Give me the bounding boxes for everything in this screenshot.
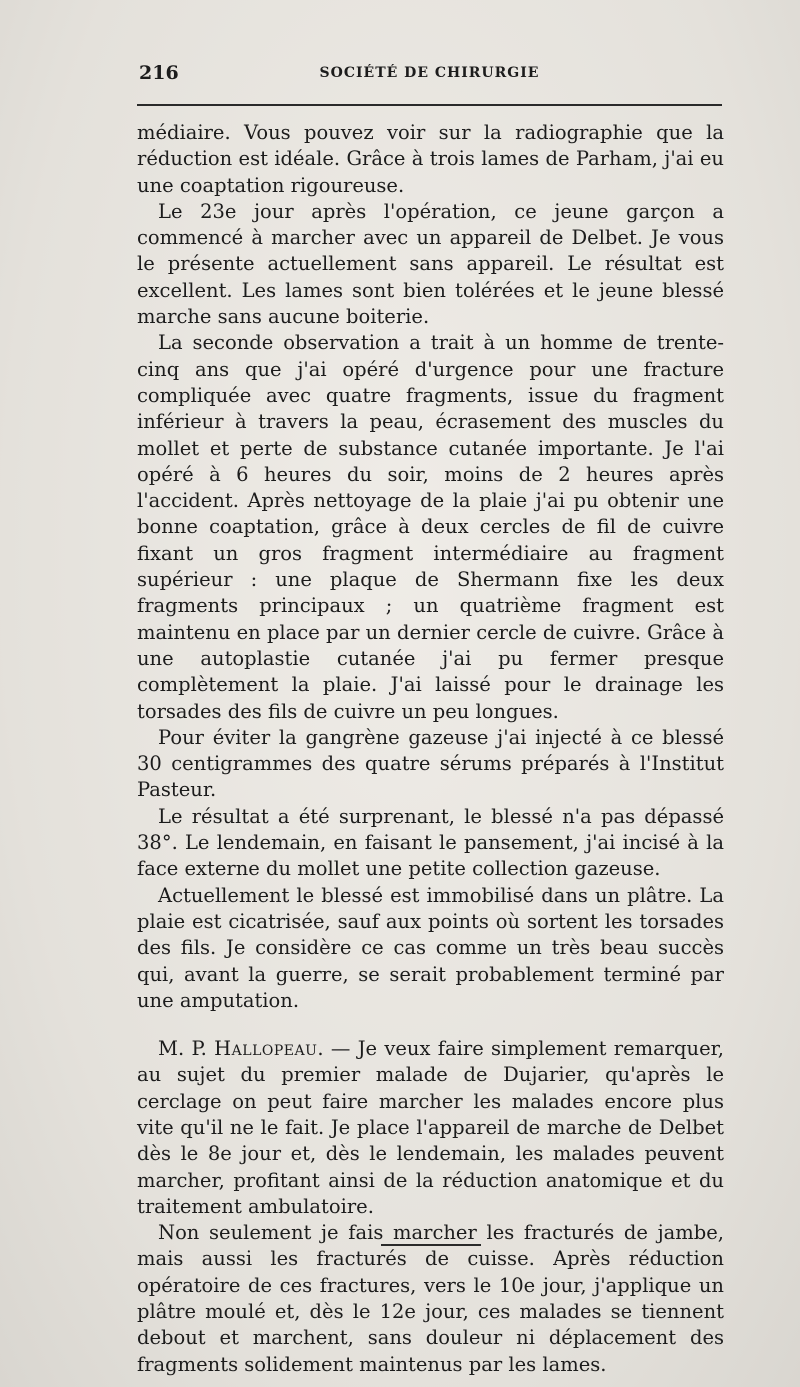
body-text: [137, 120, 724, 1378]
paragraph: Le résultat a été surprenant, le blessé n'a pas dépassé 38°. Le lendemain, en faisant le pansement, j'ai incisé à la face externe du mollet une petite collection gazeuse.: [137, 804, 724, 881]
speaker-text: Je veux faire simplement remarquer, au sujet du premier malade de Dujarier, qu'après le cerclage on peut faire marcher les malades encore plus vite qu'il ne le fait. Je place l'appareil de marche de Delbet dès le 8e jour et, dès le lendemain, les malades peuvent marcher, profitant ainsi de la réduction anatomique et du traitement ambulatoire.: [137, 1037, 725, 1218]
speaker-name: Hallopeau: [214, 1037, 318, 1061]
paragraph: Non seulement je fais marcher les fracturés de jambe, mais aussi les fracturés de cuisse. Après réduction opératoire de ces fractures, vers le 10e jour, j'applique un plâtre moulé et, dès le 12e jour, ces malades se tiennent debout et marchent, sans douleur ni déplacement des fragments solidement maintenus par les lames.: [137, 1221, 724, 1376]
speaker-initials: M. P.: [158, 1037, 207, 1061]
running-title: SOCIÉTÉ DE CHIRURGIE: [319, 65, 540, 81]
speaker-separator: . —: [317, 1037, 358, 1061]
speaker-paragraph: [137, 1036, 724, 1220]
end-rule: [381, 1244, 481, 1246]
paragraph: médiaire. Vous pouvez voir sur la radiographie que la réduction est idéale. Grâce à trois lames de Parham, j'ai eu une coaptation rigoureuse.: [137, 121, 724, 197]
page-number: 216: [139, 62, 179, 84]
header-rule: [137, 104, 722, 106]
running-head: [137, 62, 722, 90]
paragraph: La seconde observation a trait à un homme de trente-cinq ans que j'ai opéré d'urgence pour une fracture compliquée avec quatre fragments, issue du fragment inférieur à travers la peau, écrasement des muscles du mollet et perte de substance cutanée importante. Je l'ai opéré à 6 heures du soir, moins de 2 heures après l'accident. Après nettoyage de la plaie j'ai pu obtenir une bonne coaptation, grâce à deux cercles de fil de cuivre fixant un gros fragment intermédiaire au fragment supérieur : une plaque de Shermann fixe les deux fragments principaux ; un quatrième fragment est maintenu en place par un dernier cercle de cuivre. Grâce à une autoplastie cutanée j'ai pu fermer presque complètement la plaie. J'ai laissé pour le drainage les torsades des fils de cuivre un peu longues.: [137, 331, 724, 723]
paragraph: Le 23e jour après l'opération, ce jeune garçon a commencé à marcher avec un appareil de Delbet. Je vous le présente actuellement sans appareil. Le résultat est excellent. Les lames sont bien tolérées et le jeune blessé marche sans aucune boiterie.: [137, 199, 724, 329]
paragraph: Pour éviter la gangrène gazeuse j'ai injecté à ce blessé 30 centigrammes des quatre sérums préparés à l'Institut Pasteur.: [137, 725, 724, 802]
paragraph: Actuellement le blessé est immobilisé dans un plâtre. La plaie est cicatrisée, sauf aux points où sortent les torsades des fils. Je considère ce cas comme un très beau succès qui, avant la guerre, se serait probablement terminé par une amputation.: [137, 883, 724, 1012]
